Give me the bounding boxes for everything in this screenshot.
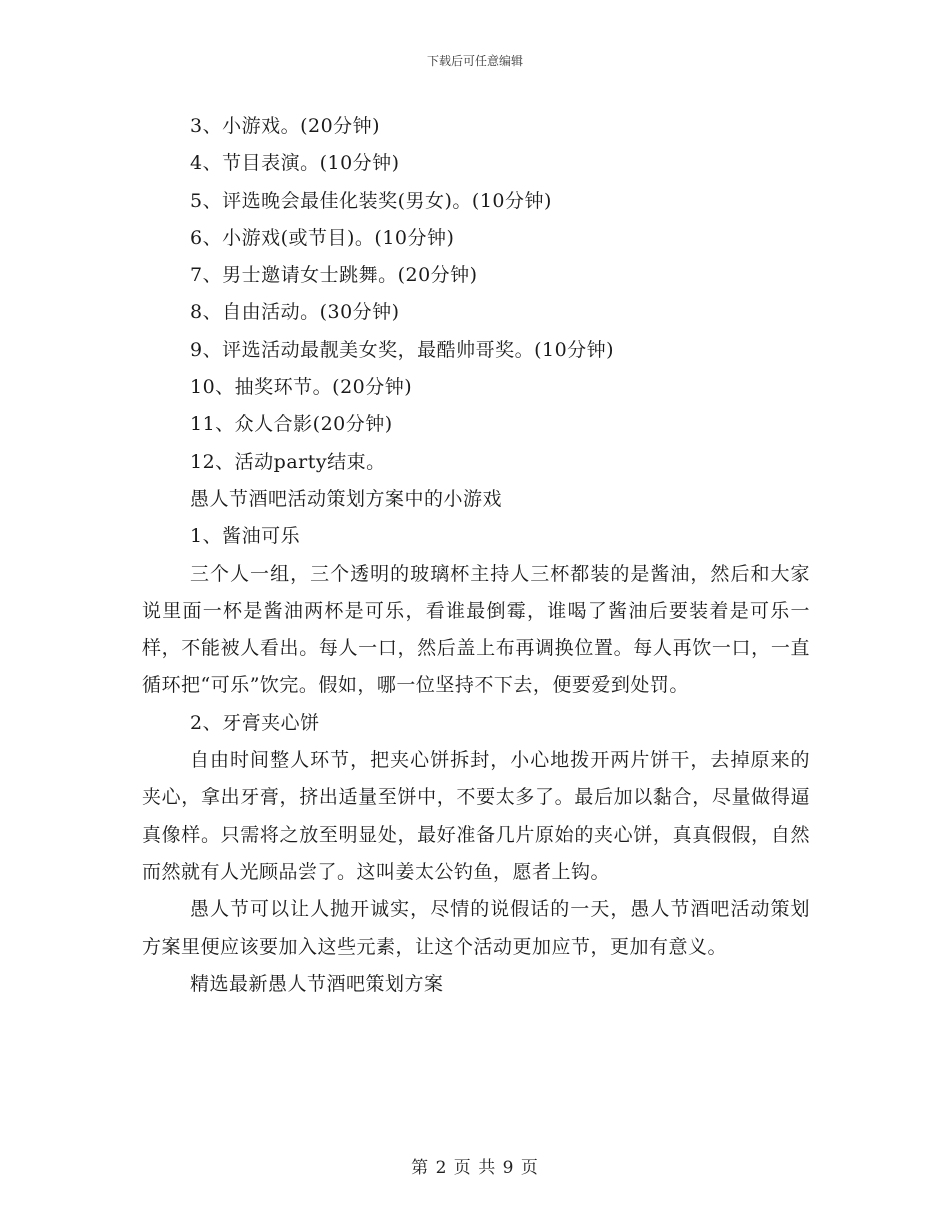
page-header: 下载后可任意编辑 [426, 54, 523, 68]
schedule-item: 11、众人合影(20分钟) [190, 413, 393, 436]
closing-paragraph: 愚人节可以让人抛开诚实，尽情的说假话的一天，愚人节酒吧活动策划方案里便应该要加入这些元素，让这个活动更加应节，更加有意义。 [142, 898, 810, 958]
section-heading: 愚人节酒吧活动策划方案中的小游戏 [190, 487, 503, 510]
game-title: 2、牙膏夹心饼 [190, 711, 320, 734]
game-description: 自由时间整人环节，把夹心饼拆封，小心地拨开两片饼干，去掉原来的夹心，拿出牙膏，挤出适量至饼中，不要太多了。最后加以黏合，尽量做得逼真像样。只需将之放至明显处，最好准备几片原始的夹心饼，真真假假，自然而然就有人光顾品尝了。这叫姜太公钓鱼，愿者上钩。 [142, 749, 810, 883]
schedule-item: 8、自由活动。(30分钟) [190, 301, 400, 324]
schedule-item: 10、抽奖环节。(20分钟) [190, 376, 413, 399]
document-body [142, 108, 810, 1003]
page-number: 第 2 页 共 9 页 [411, 1158, 539, 1178]
schedule-item: 12、活动party结束。 [190, 450, 386, 473]
schedule-item: 7、男士邀请女士跳舞。(20分钟) [190, 264, 478, 287]
schedule-item: 4、节目表演。(10分钟) [190, 152, 400, 175]
next-section-title: 精选最新愚人节酒吧策划方案 [190, 972, 444, 995]
schedule-item: 9、评选活动最靓美女奖，最酷帅哥奖。(10分钟) [190, 338, 615, 361]
schedule-item: 6、小游戏(或节目)。(10分钟) [190, 226, 455, 249]
game-title: 1、酱油可乐 [190, 525, 301, 548]
game-description: 三个人一组，三个透明的玻璃杯主持人三杯都装的是酱油，然后和大家说里面一杯是酱油两杯是可乐，看谁最倒霉，谁喝了酱油后要装着是可乐一样，不能被人看出。每人一口，然后盖上布再调换位置。每人再饮一口，一直循环把“可乐”饮完。假如，哪一位坚持不下去，便要爱到处罚。 [142, 562, 810, 697]
schedule-item: 5、评选晚会最佳化装奖(男女)。(10分钟) [190, 189, 552, 212]
schedule-item: 3、小游戏。(20分钟) [190, 115, 381, 137]
